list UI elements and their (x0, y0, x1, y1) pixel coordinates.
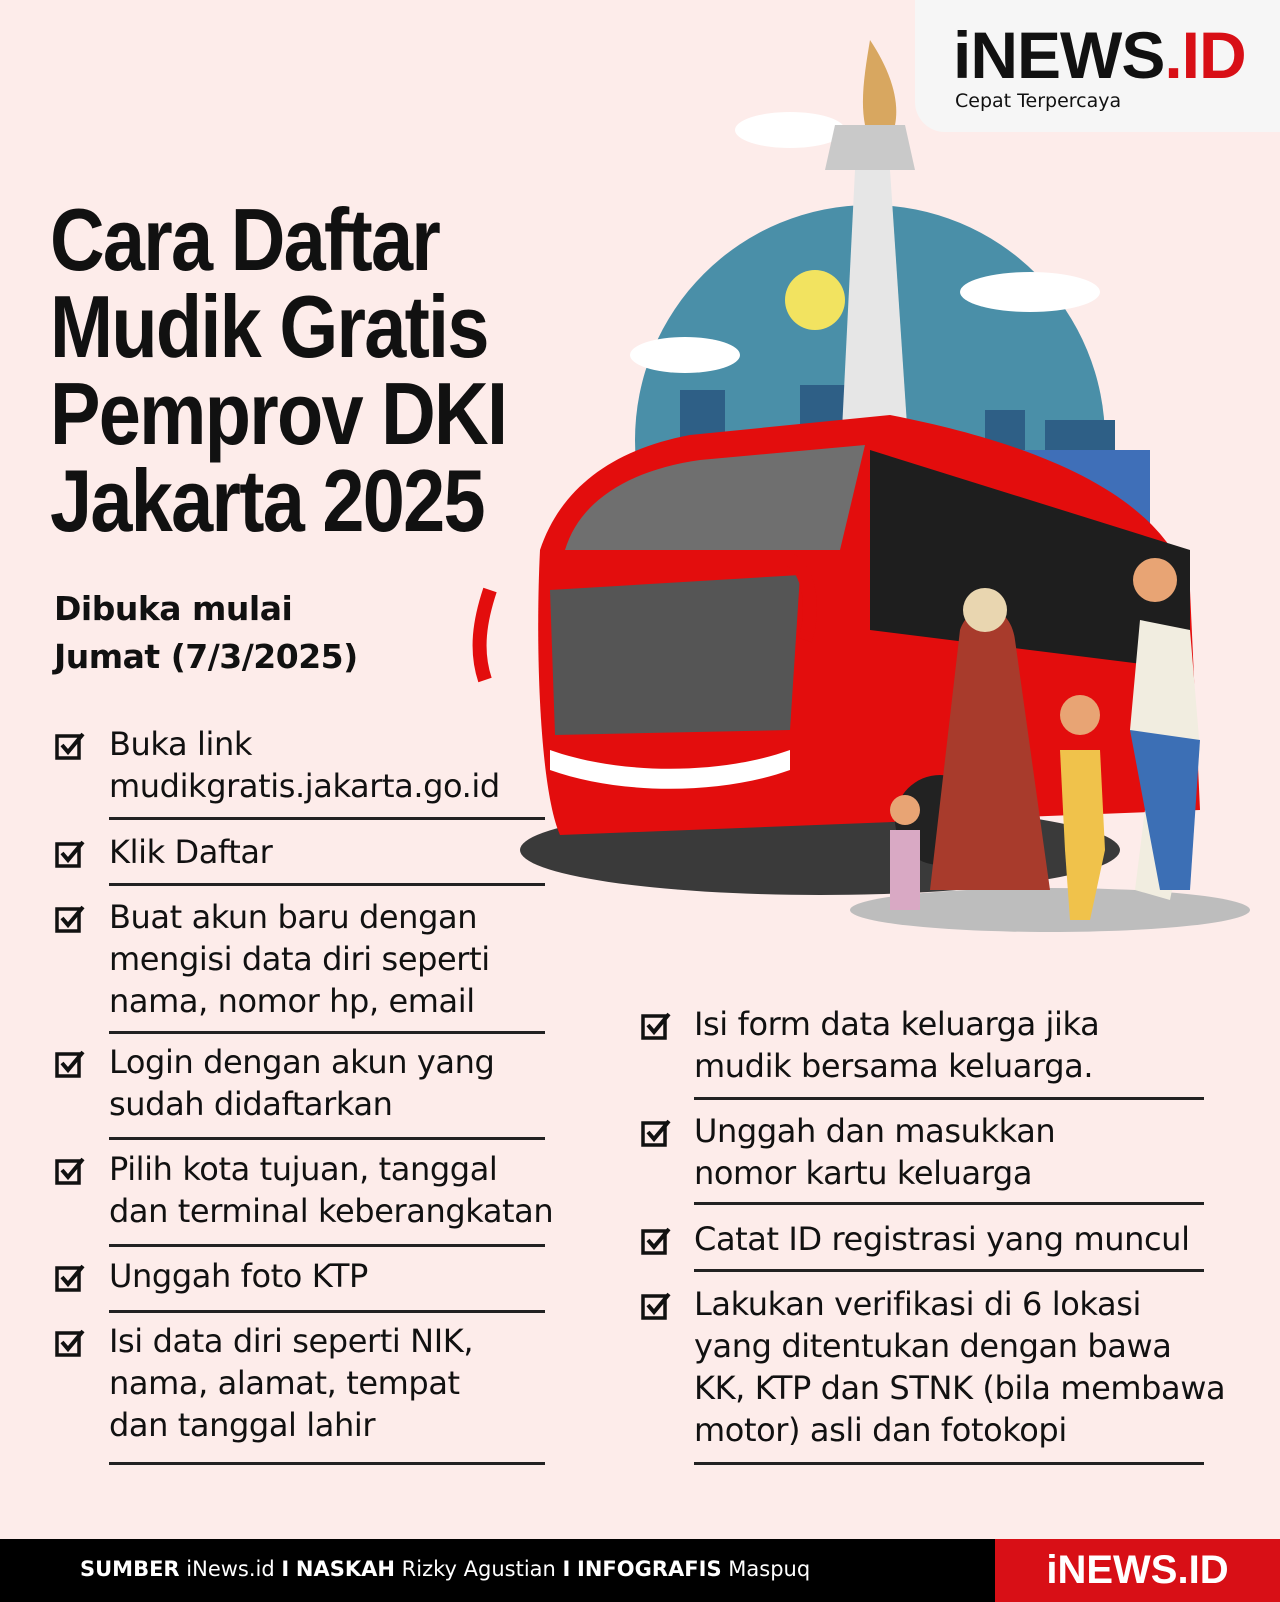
moon-icon (785, 270, 845, 330)
step-text: Unggah foto KTP (109, 1257, 368, 1295)
bus-monument-illustration (470, 30, 1280, 960)
checkbox-icon (641, 1291, 671, 1321)
checkbox-icon (641, 1226, 671, 1256)
divider (109, 1137, 545, 1140)
bus-windshield (565, 445, 865, 550)
footer-logo: iNEWS.ID (995, 1539, 1280, 1602)
step-text: Klik Daftar (109, 833, 273, 871)
monument-flame (863, 40, 896, 125)
tagline: Cepat Terpercaya (955, 90, 1122, 112)
checkbox-icon (55, 731, 85, 761)
step-text: Buka link mudikgratis.jakarta.go.id (109, 725, 500, 805)
checkbox-icon (55, 1156, 85, 1186)
divider (694, 1269, 1204, 1272)
step-text: Isi form data keluarga jika mudik bersama keluarga. (694, 1005, 1100, 1085)
checkbox-icon (55, 1049, 85, 1079)
divider (109, 883, 545, 886)
divider (694, 1097, 1204, 1100)
step-text: Unggah dan masukkan nomor kartu keluarga (694, 1112, 1056, 1192)
bus-front-window (550, 575, 800, 735)
footer (0, 1539, 1280, 1602)
divider (109, 1462, 545, 1465)
step-text: Buat akun baru dengan mengisi data diri seperti nama, nomor hp, email (109, 898, 490, 1020)
step-text: Catat ID registrasi yang muncul (694, 1220, 1190, 1258)
step-text: Login dengan akun yang sudah didaftarkan (109, 1043, 495, 1123)
divider (109, 1244, 545, 1247)
checkbox-icon (55, 1263, 85, 1293)
divider (109, 817, 545, 820)
inews-logo: iNEWS.ID (953, 18, 1246, 92)
checkbox-icon (641, 1011, 671, 1041)
page-title: Cara Daftar Mudik Gratis Pemprov DKI Jakarta 2025 (50, 190, 507, 550)
checkbox-icon (55, 904, 85, 934)
checkbox-icon (641, 1118, 671, 1148)
divider (109, 1310, 545, 1313)
opening-date: Dibuka mulai Jumat (7/3/2025) (54, 589, 358, 676)
step-text: Isi data diri seperti NIK, nama, alamat, tempat dan tanggal lahir (109, 1322, 474, 1444)
step-text: Pilih kota tujuan, tanggal dan terminal keberangkatan (109, 1150, 554, 1230)
divider (694, 1202, 1204, 1205)
step-text: Lakukan verifikasi di 6 lokasi yang ditentukan dengan bawa KK, KTP dan STNK (bila membawa motor) asli dan fotokopi (694, 1285, 1226, 1449)
credits: SUMBER iNews.id I NASKAH Rizky Agustian I INFOGRAFIS Maspuq (80, 1557, 811, 1581)
divider (694, 1462, 1204, 1465)
divider (109, 1031, 545, 1034)
checkbox-icon (55, 839, 85, 869)
checkbox-icon (55, 1328, 85, 1358)
